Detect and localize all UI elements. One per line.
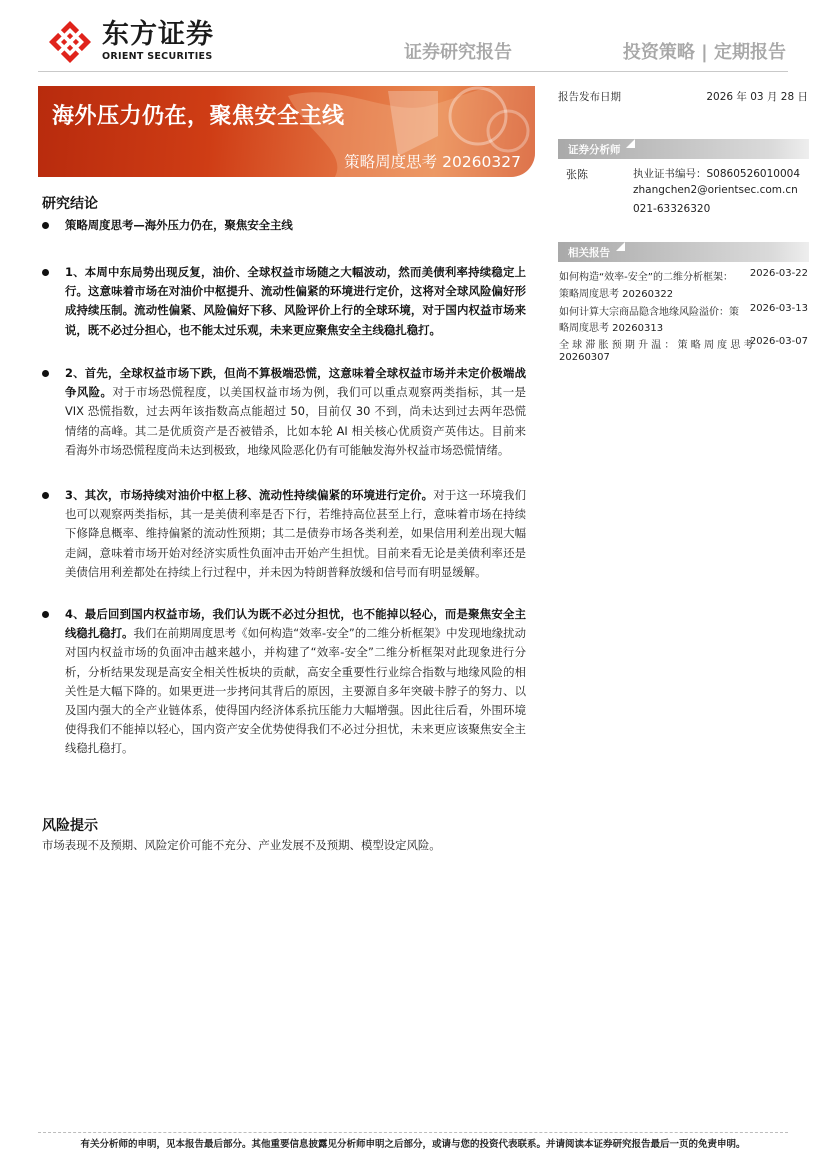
bullet-dot xyxy=(42,370,49,377)
bullet-dot xyxy=(42,269,49,276)
conclusion-point-2 xyxy=(65,364,526,460)
footer-disclaimer: 有关分析师的申明，见本报告最后部分。其他重要信息披露见分析师申明之后部分，或请与您的投资代表联系。并请阅读本证券研究报告最后一页的免责申明。 xyxy=(80,1139,746,1150)
analyst-email[interactable]: zhangchen2@orientsec.com.cn xyxy=(633,184,798,196)
conclusion-point-1 xyxy=(65,263,526,340)
related-report-title[interactable]: 如何构造“效率-安全”的二维分析框架： xyxy=(559,272,733,283)
point-1-highlight: 1、本周中东局势出现反复，油价、全球权益市场随之大幅波动，然而美债利率持续稳定上行。这意味着市场在对油价中枢提升、流动性偏紧的环境进行定价，这将对全球风险偏好形成持续压制。流动性偏紧、风险偏好下移、风险评价上行的全球环境，对于国内权益市场来说，既不必过分担心，也不能太过乐观，未来更应聚焦安全主线稳扎稳打。 xyxy=(65,265,526,337)
bullet-dot xyxy=(42,222,49,229)
conclusion-summary: 策略周度思考—海外压力仍在，聚焦安全主线 xyxy=(65,218,293,232)
analyst-phone: 021-63326320 xyxy=(633,203,711,215)
related-report-title[interactable]: 全 球 滞 胀 预 期 升 温 ： 策 略 周 度 思 考 xyxy=(559,340,754,351)
related-report-title[interactable]: 20260307 xyxy=(559,352,610,363)
publish-date-label: 报告发布日期 xyxy=(558,91,621,103)
analyst-section-label: 证券分析师 xyxy=(568,144,621,156)
analyst-cert: 执业证书编号：S0860526010004 xyxy=(633,168,801,180)
footer-divider xyxy=(38,1132,788,1133)
bullet-dot xyxy=(42,611,49,618)
company-logo-mark xyxy=(48,20,92,64)
publish-date: 2026 年 03 月 28 日 xyxy=(706,91,808,103)
point-2-text: 对于市场恐慌程度，以美国权益市场为例，我们可以重点观察两类指标，其一是 VIX 恐慌指数，过去两年该指数高点能超过 50，目前仅 30 不到，尚未达到过去两年恐慌情绪的高峰。其二是优质资产是否被错杀，比如本轮 AI 相关核心优质资产英伟达。目前来看海外市场恐慌程度尚未达到极致，地缘风险恶化仍有可能触发海外权益市场恐慌情绪。 xyxy=(65,385,526,457)
related-report-title[interactable]: 略周度思考 20260313 xyxy=(559,323,664,334)
related-report-date: 2026-03-13 xyxy=(749,303,808,314)
report-title: 海外压力仍在，聚焦安全主线 xyxy=(52,104,345,129)
header-divider xyxy=(38,71,788,72)
conclusion-point-3 xyxy=(65,486,526,582)
point-2-highlight: 2、首先，全球权益市场下跌，但尚不算极端恐慌，这意味着全球权益市场并未定价极端战争风险。 xyxy=(65,366,526,400)
analyst-name: 张陈 xyxy=(566,168,588,181)
related-report-date: 2026-03-07 xyxy=(749,336,808,347)
related-report-date: 2026-03-22 xyxy=(749,268,808,279)
title-banner xyxy=(38,86,535,177)
report-type: 证券研究报告 xyxy=(404,42,512,63)
company-name-cn: 东方证券 xyxy=(102,19,214,50)
related-section-bar xyxy=(558,242,809,262)
report-category: 投资策略 | 定期报告 xyxy=(622,42,786,63)
related-report-title[interactable]: 策略周度思考 20260322 xyxy=(559,289,674,300)
risk-heading: 风险提示 xyxy=(42,818,98,834)
point-4-text: 我们在前期周度思考《如何构造“效率-安全”的二维分析框架》中发现地缘扰动对国内权益市场的负面冲击越来越小，并构建了“效率-安全”二维分析框架对此现象进行分析，分析结果发现是高安全相关性板块的贡献，高安全重要性行业综合指数与地缘风险的相关性是大幅下降的。如果更进一步拷问其背后的原因，主要源自多年突破卡脖子的努力、以及国内强大的全产业链体系，使得国内经济体系抗压能力大幅增强。因此往后看，外围环境使得我们不能掉以轻心，国内资产安全优势使得我们不必过分担忧，未来更应该聚焦安全主线稳扎稳打。 xyxy=(65,626,526,756)
point-3-text: 对于这一环境我们也可以观察两类指标，其一是美债利率是否下行，若维持高位甚至上行，意味着市场在持续下修降息概率、维持偏紧的流动性预期；其二是债券市场各类利差，如果信用利差出现大幅走阔，意味着市场开始对经济实质性负面冲击开始产生担忧。目前来看无论是美债利率还是美债信用利差都处在持续上行过程中，并未因为特朗普释放缓和信号而有明显缓解。 xyxy=(65,488,526,579)
related-report-title[interactable]: 如何计算大宗商品隐含地缘风险溢价：策 xyxy=(559,307,739,318)
conclusion-point-4 xyxy=(65,605,526,759)
point-4-highlight: 4、最后回到国内权益市场，我们认为既不必过分担忧，也不能掉以轻心，而是聚焦安全主线稳扎稳打。 xyxy=(65,607,526,641)
analyst-section-bar xyxy=(558,139,809,159)
bar-triangle-icon xyxy=(616,242,625,251)
bar-triangle-icon xyxy=(626,139,635,148)
conclusion-heading: 研究结论 xyxy=(42,196,98,212)
related-section-label: 相关报告 xyxy=(568,247,610,259)
point-3-highlight: 3、其次，市场持续对油价中枢上移、流动性持续偏紧的环境进行定价。 xyxy=(65,488,434,502)
bullet-dot xyxy=(42,492,49,499)
company-name-en: ORIENT SECURITIES xyxy=(102,51,213,62)
report-subtitle: 策略周度思考 20260327 xyxy=(344,153,521,171)
risk-text: 市场表现不及预期、风险定价可能不充分、产业发展不及预期、模型设定风险。 xyxy=(42,838,441,852)
